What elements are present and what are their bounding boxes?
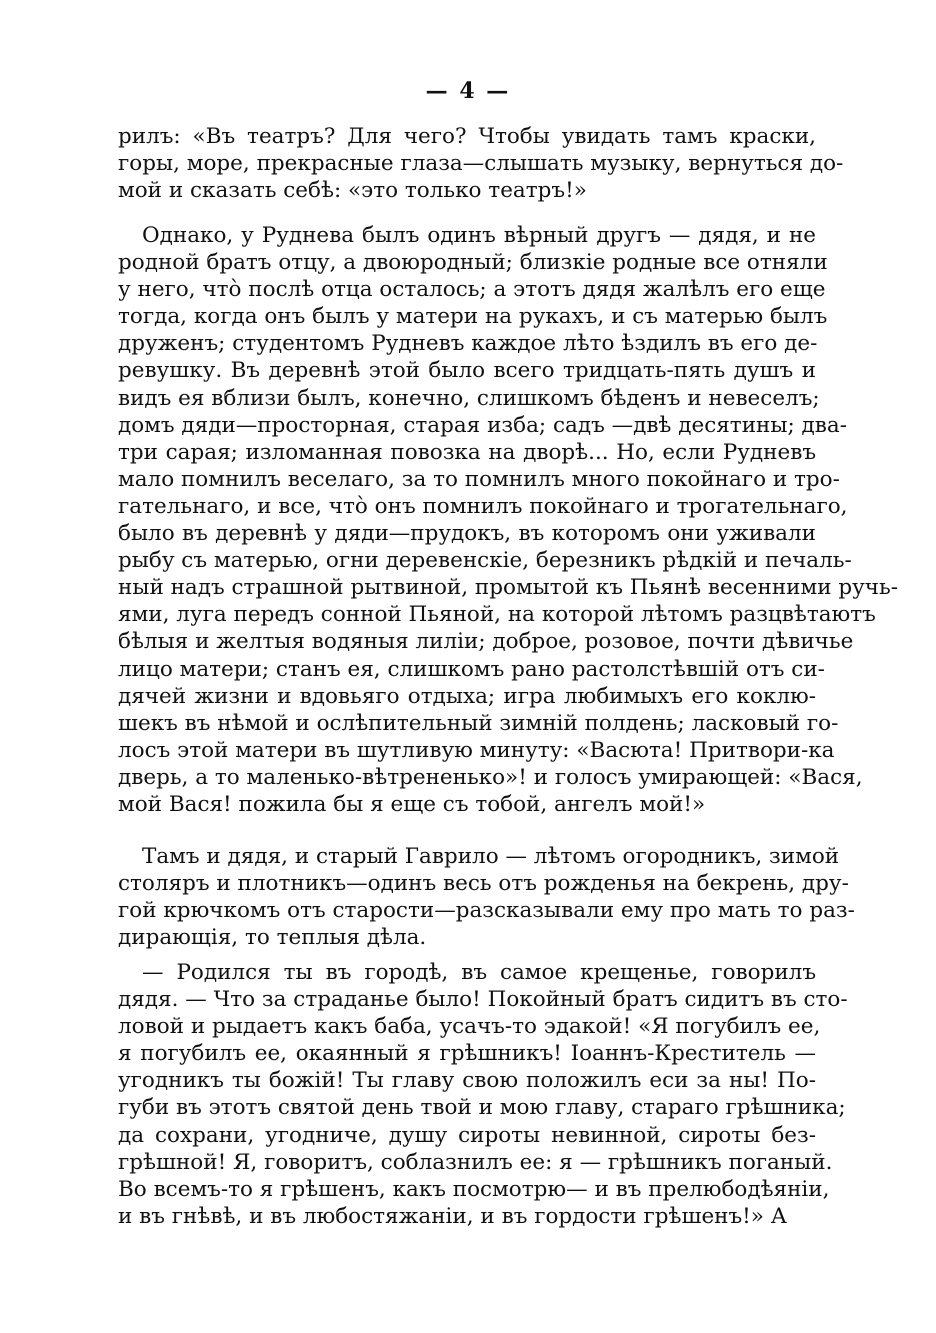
text-line: рилъ: «Въ театръ? Для чего? Чтобы увидать тамъ краски, (118, 124, 816, 149)
text-line: ями, луга передъ сонной Пьяной, на которой лѣтомъ разцвѣтаютъ (118, 602, 876, 628)
text-line: лицо матери; станъ ея, слишкомъ рано растолстѣвшій отъ си- (118, 656, 825, 682)
text-line: Тамъ и дядя, и старый Гаврило — лѣтомъ огородникъ, зимой (142, 844, 840, 869)
page-number: — 4 — (425, 78, 511, 104)
paragraph-4 (118, 959, 848, 1230)
text-line: бѣлыя и желтыя водяныя лиліи; доброе, розовое, почти дѣвичье (118, 629, 854, 655)
text-line: и въ гнѣвѣ, и въ любостяжаніи, и въ гордости грѣшенъ!» А (118, 1203, 788, 1229)
text-line: Однако, у Руднева былъ одинъ вѣрный другъ — дядя, и не (142, 223, 816, 248)
text-line: я погубилъ ее, окаянный я грѣшникъ! Іоаннъ-Креститель — (118, 1041, 816, 1067)
text-line: Во всемъ-то я грѣшенъ, какъ посмотрю— и въ прелюбодѣяніи, (118, 1176, 830, 1202)
text-line: грѣшной! Я, говоритъ, соблазнилъ ее: я — грѣшникъ поганый. (118, 1149, 833, 1175)
text-line: ный надъ страшной рытвиной, промытой къ Пьянѣ весенними ручь- (118, 575, 898, 601)
text-line: мой Вася! пожила бы я еще съ тобой, ангелъ мой!» (118, 791, 706, 817)
text-line: у него, что̀ послѣ отца осталось; а этотъ дядя жалѣлъ его еще (118, 277, 826, 303)
text-line: видъ ея вблизи былъ, конечно, слишкомъ бѣденъ и невеселъ; (118, 385, 820, 411)
text-line: родной братъ отцу, а двоюродный; близкіе родные все отняли (118, 250, 828, 276)
text-line: мало помнилъ веселаго, за то помнилъ много покойнаго и тро- (118, 466, 840, 492)
text-line: горы, море, прекрасные глаза—слышать музыку, вернуться до- (118, 151, 844, 177)
text-line: дячей жизни и вдовьяго отдыха; игра любимыхъ его коклю- (118, 683, 816, 709)
text-line: столяръ и плотникъ—одинъ весь отъ рожденья на бекрень, дру- (118, 871, 849, 897)
text-line: мой и сказать себѣ: «это только театръ!» (118, 178, 587, 204)
text-line: ревушку. Въ деревнѣ этой было всего тридцать-пять душъ и (118, 358, 816, 384)
text-line: было въ деревнѣ у дяди—прудокъ, въ которомъ они уживали (118, 521, 816, 547)
text-line: друженъ; студентомъ Рудневъ каждое лѣто ѣздилъ въ его де- (118, 331, 818, 357)
text-line: шекъ въ нѣмой и ослѣпительный зимній полдень; ласковый го- (118, 710, 839, 736)
text-line: рыбу съ матерью, огни деревенскіе, березникъ рѣдкій и печаль- (118, 548, 852, 574)
text-line: лосъ этой матери въ шутливую минуту: «Васюта! Притвори-ка (118, 737, 835, 763)
text-line: угодникъ ты божій! Ты главу свою положилъ еси за ны! По- (118, 1068, 816, 1094)
text-line: дверь, а то маленько-вѣтрененько»! и голосъ умирающей: «Вася, (118, 764, 863, 790)
paragraph-3 (118, 843, 855, 951)
text-line: гательнаго, и все, что̀ онъ помнилъ покойнаго и трогательнаго, (118, 493, 848, 519)
text-line: дядя. — Что за страданье было! Покойный братъ сидитъ въ сто- (118, 987, 848, 1013)
text-line: губи въ этотъ святой день твой и мою главу, стараго грѣшника; (118, 1095, 846, 1121)
text-line: гой крючкомъ отъ старости—разсказывали ему про мать то раз- (118, 898, 855, 924)
paragraph-1 (118, 123, 844, 204)
text-line: — Родился ты въ городѣ, въ самое крещенье, говорилъ (142, 960, 816, 985)
text-line: ловой и рыдаетъ какъ баба, усачъ-то эдакой! «Я погубилъ ее, (118, 1014, 821, 1040)
text-line: дирающія, то теплыя дѣла. (118, 925, 427, 951)
text-line: три сарая; изломанная повозка на дворѣ... Но, если Рудневъ (118, 439, 816, 465)
paragraph-2 (118, 222, 898, 818)
text-line: да сохрани, угодниче, душу сироты невинной, сироты без- (118, 1122, 816, 1148)
text-line: тогда, когда онъ былъ у матери на рукахъ, и съ матерью былъ (118, 304, 828, 330)
text-line: домъ дяди—просторная, старая изба; садъ —двѣ десятины; два- (118, 412, 847, 438)
